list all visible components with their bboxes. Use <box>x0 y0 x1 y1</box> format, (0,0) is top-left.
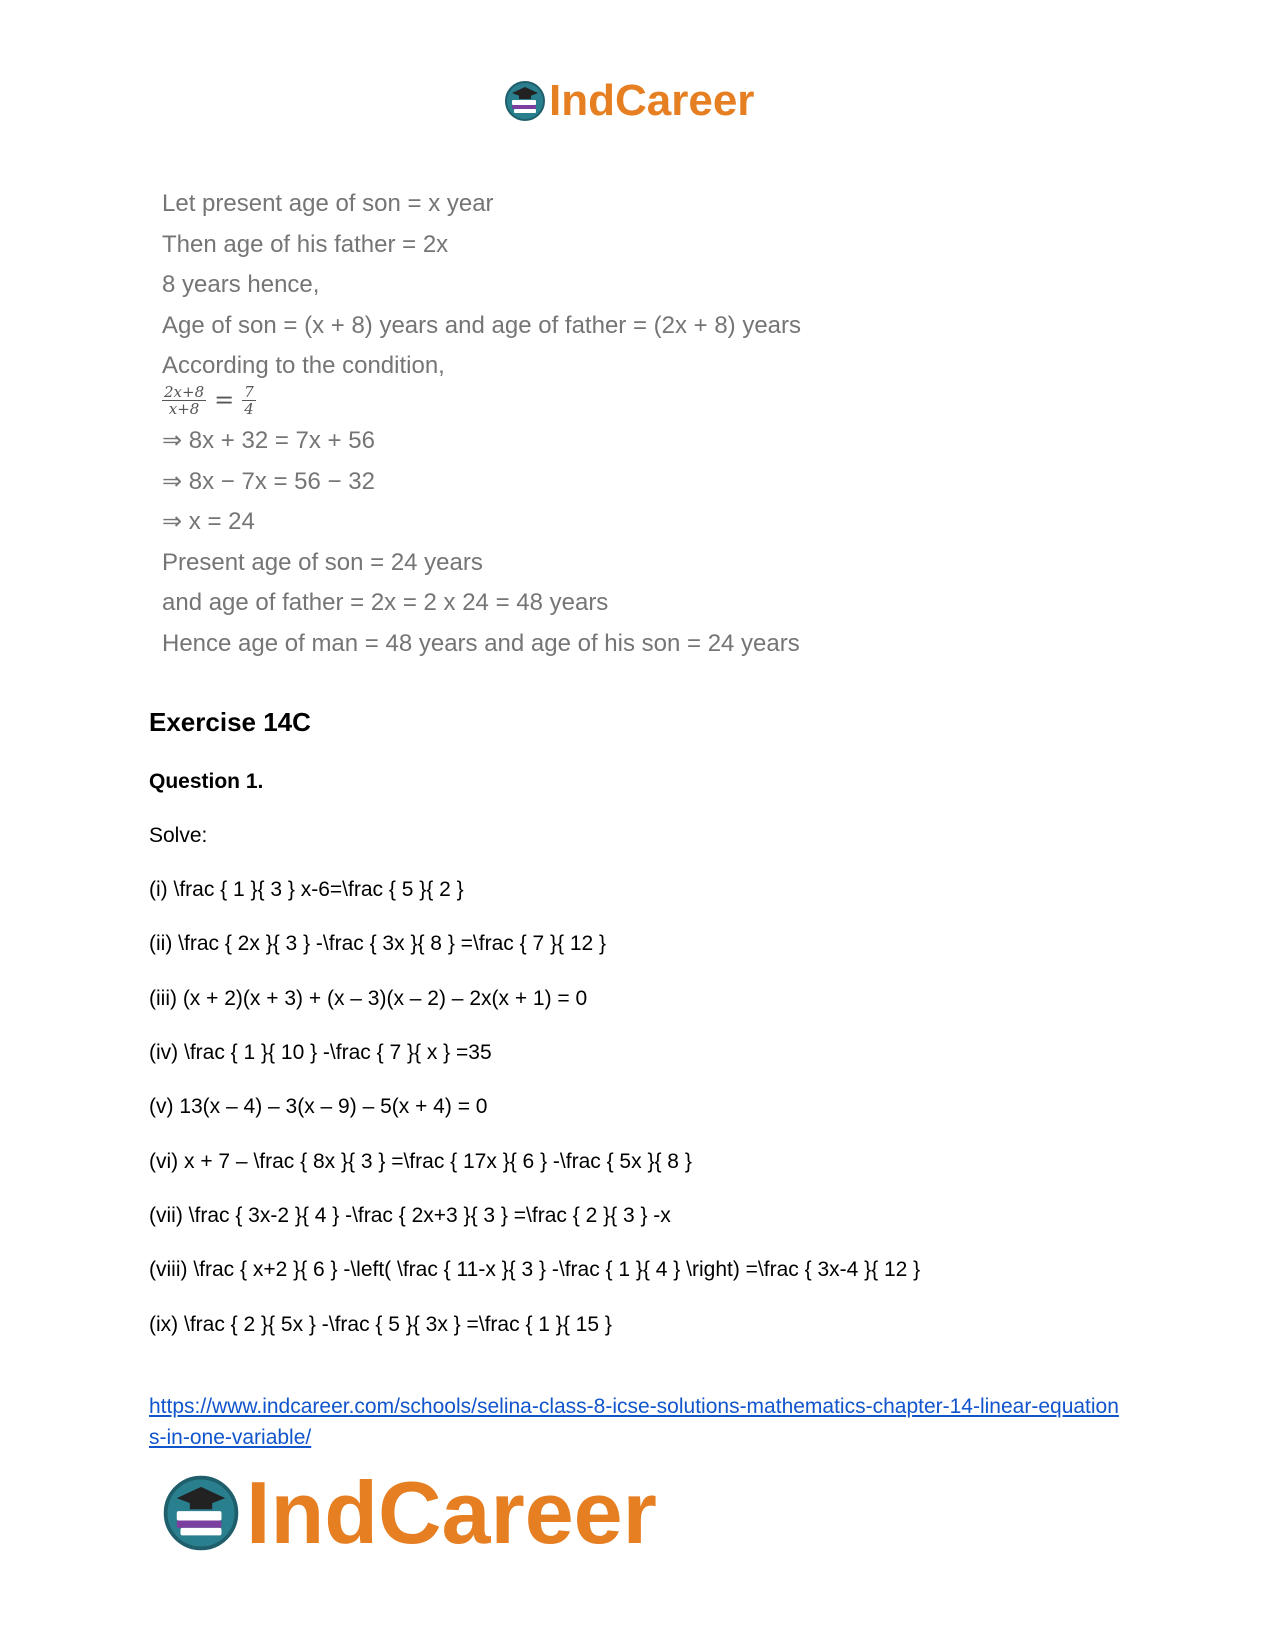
question-item: (i) \frac { 1 }{ 3 } x-6=\frac { 5 }{ 2 } <box>149 878 464 901</box>
solution-step: ⇒ x = 24 <box>162 508 255 535</box>
question-item: (viii) \frac { x+2 }{ 6 } -\left( \frac { 11-x }{ 3 } -\frac { 1 }{ 4 } \right) =\frac { 3x-4 }{ 12 } <box>149 1258 921 1281</box>
question-item: (iv) \frac { 1 }{ 10 } -\frac { 7 }{ x } =35 <box>149 1041 492 1064</box>
solution-step: Present age of son = 24 years <box>162 548 483 576</box>
solution-step: ⇒ 8x + 32 = 7x + 56 <box>162 427 375 454</box>
indcareer-logo-header <box>503 76 754 126</box>
indcareer-logo-footer <box>160 1462 657 1564</box>
fraction-denominator: 4 <box>244 399 254 418</box>
question-heading: Question 1. <box>149 770 264 793</box>
logo-wordmark: IndCareer <box>246 1463 657 1562</box>
fraction-numerator: 7 <box>244 382 254 401</box>
equals-sign: = <box>214 386 235 414</box>
solution-line: Age of son = (x + 8) years and age of father = (2x + 8) years <box>162 311 802 339</box>
question-item: (iii) (x + 2)(x + 3) + (x – 3)(x – 2) – 2x(x + 1) = 0 <box>149 987 588 1010</box>
fraction-denominator: x+8 <box>168 399 200 418</box>
solution-block <box>162 188 801 668</box>
fraction-rhs <box>242 384 256 417</box>
question-item: (ii) \frac { 2x }{ 3 } -\frac { 3x }{ 8 } =\frac { 7 }{ 12 } <box>149 932 607 955</box>
solution-step: ⇒ 8x − 7x = 56 − 32 <box>162 467 375 495</box>
fraction-numerator: 2x+8 <box>164 382 205 401</box>
question-item: (ix) \frac { 2 }{ 5x } -\frac { 5 }{ 3x } =\frac { 1 }{ 15 } <box>149 1313 612 1336</box>
question-prompt: Solve: <box>149 824 208 847</box>
fraction-equation <box>162 380 801 420</box>
graduation-book-icon <box>503 79 547 123</box>
solution-step: Hence age of man = 48 years and age of his son = 24 years <box>162 629 800 657</box>
solution-line: 8 years hence, <box>162 271 320 298</box>
graduation-book-icon <box>160 1472 242 1554</box>
logo-wordmark: IndCareer <box>549 76 755 125</box>
source-url-link[interactable]: https://www.indcareer.com/schools/selina-class-8-icse-solutions-mathematics-chapter-14-linear-equations-in-one-variable/ <box>149 1395 1119 1449</box>
question-item: (vii) \frac { 3x-2 }{ 4 } -\frac { 2x+3 }{ 3 } =\frac { 2 }{ 3 } -x <box>149 1204 671 1227</box>
solution-line: According to the condition, <box>162 352 445 379</box>
exercise-heading: Exercise 14C <box>149 707 311 737</box>
question-item: (v) 13(x – 4) – 3(x – 9) – 5(x + 4) = 0 <box>149 1095 488 1118</box>
solution-line: Let present age of son = x year <box>162 190 494 217</box>
fraction-lhs <box>162 384 206 417</box>
solution-line: Then age of his father = 2x <box>162 230 449 258</box>
solution-step: and age of father = 2x = 2 x 24 = 48 years <box>162 589 609 616</box>
question-item: (vi) x + 7 – \frac { 8x }{ 3 } =\frac { 17x }{ 6 } -\frac { 5x }{ 8 } <box>149 1150 692 1173</box>
